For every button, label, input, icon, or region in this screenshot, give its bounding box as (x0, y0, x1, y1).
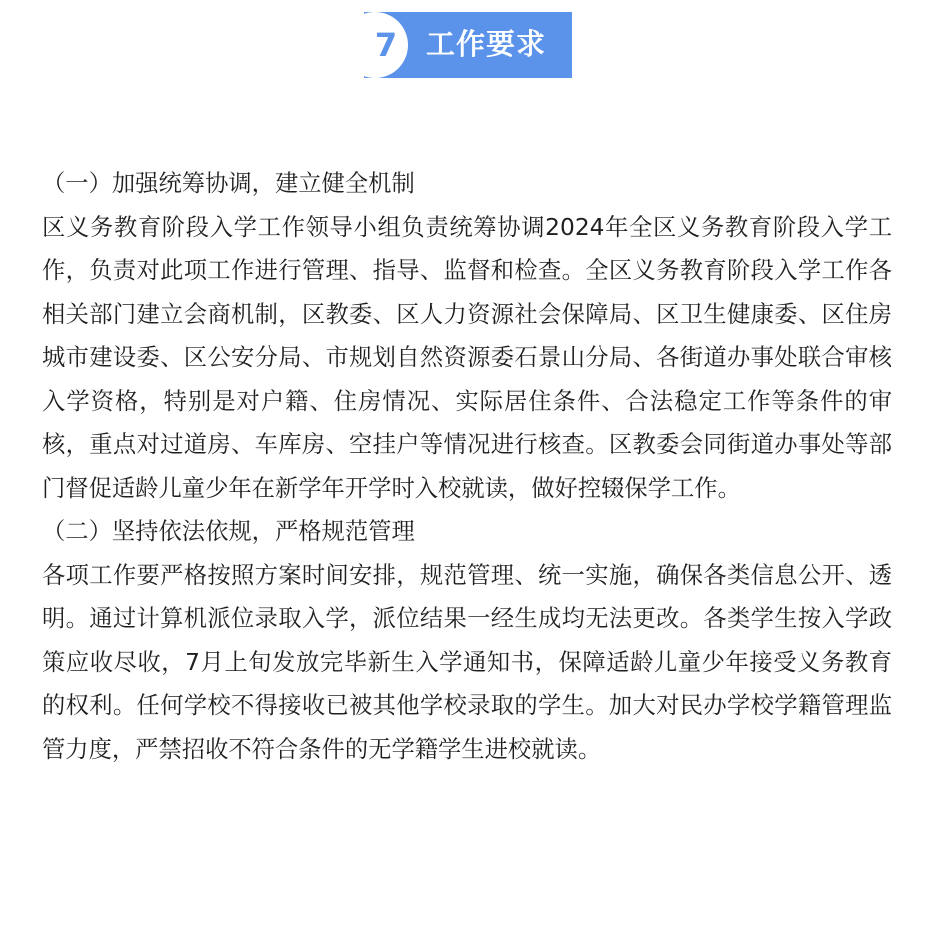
section-badge (364, 12, 572, 78)
article-content (42, 162, 892, 771)
subsection-heading-2: （二）坚持依法依规，严格规范管理 (42, 518, 415, 545)
section-number: 7 (374, 26, 398, 64)
section-title: 工作要求 (426, 27, 547, 61)
subsection-body-2: 各项工作要严格按照方案时间安排，规范管理、统一实施，确保各类信息公开、透明。通过计算机派位录取入学，派位结果一经生成均无法更改。各类学生按入学政策应收尽收，7月上旬发放完毕新生入学通知书，保障适龄儿童少年接受义务教育的权利。任何学校不得接收已被其他学校录取的学生。加大对民办学校学籍管理监管力度，严禁招收不符合条件的无学籍学生进校就读。 (42, 561, 892, 763)
subsection-body-1: 区义务教育阶段入学工作领导小组负责统筹协调2024年全区义务教育阶段入学工作，负责对此项工作进行管理、指导、监督和检查。全区义务教育阶段入学工作各相关部门建立会商机制，区教委、区人力资源社会保障局、区卫生健康委、区住房城市建设委、区公安分局、市规划自然资源委石景山分局、各街道办事处联合审核入学资格，特别是对户籍、住房情况、实际居住条件、合法稳定工作等条件的审核，重点对过道房、车库房、空挂户等情况进行核查。区教委会同街道办事处等部门督促适龄儿童少年在新学年开学时入校就读，做好控辍保学工作。 (42, 213, 892, 502)
subsection-heading-1: （一）加强统筹协调，建立健全机制 (42, 170, 415, 197)
